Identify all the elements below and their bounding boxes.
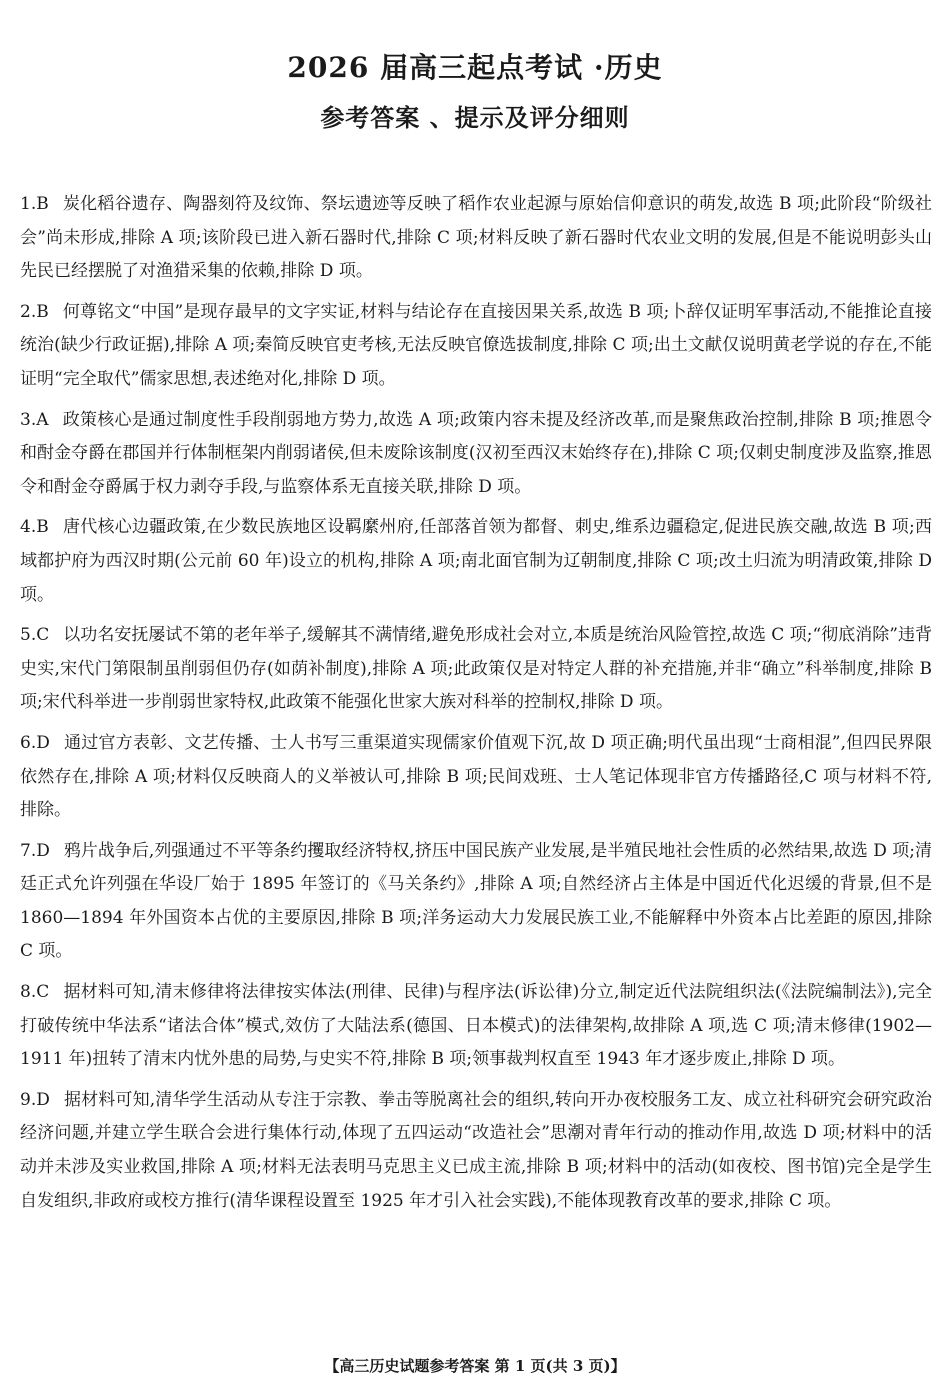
- answer-item-4: [20, 511, 932, 612]
- answer-explanation: 通过官方表彰、文艺传播、士人书写三重渠道实现儒家价值观下沉,故 D 项正确;明代虽出现“士商相混”,但四民界限依然存在,排除 A 项;材料仅反映商人的义举被认可,排除 B 项;民间戏班、士人笔记体现非官方传播路径,C 项与材料不符,排除。: [20, 732, 932, 821]
- answer-item-2: [20, 296, 932, 397]
- answer-explanation: 据材料可知,清华学生活动从专注于宗教、拳击等脱离社会的组织,转向开办夜校服务工友、成立社科研究会研究政治经济问题,并建立学生联合会进行集体行动,体现了五四运动“改造社会”思潮对青年行动的推动作用,故选 D 项;材料中的活动并未涉及实业救国,排除 A 项;材料无法表明马克思主义已成主流,排除 B 项;材料中的活动(如夜校、图书馆)完全是学生自发组织,非政府或校方推行(清华课程设置至 1925 年才引入社会实践),不能体现教育改革的要求,排除 C 项。: [20, 1089, 932, 1211]
- answer-number: 4.: [20, 517, 37, 538]
- answer-number: 3.: [20, 409, 37, 430]
- answer-choice: D: [36, 732, 50, 753]
- answer-number: 1.: [20, 194, 37, 214]
- answer-choice: B: [36, 517, 49, 538]
- answer-choice: D: [36, 840, 50, 861]
- answer-explanation: 何尊铭文“中国”是现存最早的文字实证,材料与结论存在直接因果关系,故选 B 项;卜辞仅证明军事活动,不能推论直接统治(缺少行政证据),排除 A 项;秦简反映官吏考核,无法反映官僚选拔制度,排除 C 项;出土文献仅说明黄老学说的存在,不能证明“完全取代”儒家思想,表述绝对化,排除 D 项。: [20, 301, 932, 389]
- answer-item-9: [20, 1084, 932, 1218]
- answer-choice: B: [36, 301, 49, 322]
- answer-explanation: 以功名安抚屡试不第的老年举子,缓解其不满情绪,避免形成社会对立,本质是统治风险管控,故选 C 项;“彻底消除”违背史实,宋代门第限制虽削弱但仍存(如荫补制度),排除 A 项;此政策仅是对特定人群的补充措施,并非“确立”科举制度,排除 B 项;宋代科举进一步削弱世家特权,此政策不能强化世家大族对科举的控制权,排除 D 项。: [20, 625, 932, 713]
- page-footer: 【高三历史试题参考答案 第 1 页(共 3 页)】: [324, 1357, 626, 1375]
- answer-number: 2.: [20, 301, 37, 322]
- answer-list: [20, 188, 932, 1218]
- answer-item-5: [20, 619, 932, 720]
- answer-number: 9.: [20, 1089, 37, 1110]
- answer-choice: A: [36, 409, 49, 430]
- answer-item-8: [20, 976, 932, 1077]
- answer-explanation: 炭化稻谷遗存、陶器刻符及纹饰、祭坛遗迹等反映了稻作农业起源与原始信仰意识的萌发,故选 B 项;此阶段“阶级社会”尚未形成,排除 A 项;该阶段已进入新石器时代,排除 C 项;材料反映了新石器时代农业文明的发展,但是不能说明彭头山先民已经摆脱了对渔猎采集的依赖,排除 D 项。: [20, 194, 932, 282]
- answer-choice: C: [36, 625, 50, 646]
- answer-item-3: [20, 404, 932, 505]
- answer-number: 5.: [20, 625, 37, 646]
- answer-number: 8.: [20, 982, 37, 1003]
- answer-choice: B: [36, 194, 49, 214]
- answer-explanation: 据材料可知,清末修律将法律按实体法(刑律、民律)与程序法(诉讼律)分立,制定近代法院组织法(《法院编制法》),完全打破传统中华法系“诸法合体”模式,效仿了大陆法系(德国、日本模式)的法律架构,故排除 A 项,选 C 项;清末修律(1902—1911 年)扭转了清末内忧外患的局势,与史实不符,排除 B 项;领事裁判权直至 1943 年才逐步废止,排除 D 项。: [20, 982, 932, 1070]
- answer-number: 7.: [20, 840, 37, 861]
- answer-explanation: 政策核心是通过制度性手段削弱地方势力,故选 A 项;政策内容未提及经济改革,而是聚焦政治控制,排除 B 项;推恩令和酎金夺爵在郡国并行体制框架内削弱诸侯,但未废除该制度(汉初至西汉末始终存在),排除 C 项;仅刺史制度涉及监察,推恩令和酎金夺爵属于权力剥夺手段,与监察体系无直接关联,排除 D 项。: [20, 409, 932, 497]
- document-title: 2026 届高三起点考试 ·历史: [287, 51, 663, 84]
- document-subtitle: 参考答案 、提示及评分细则: [320, 103, 630, 132]
- answer-choice: C: [36, 982, 50, 1003]
- answer-item-6: [20, 727, 932, 828]
- answer-explanation: 鸦片战争后,列强通过不平等条约攫取经济特权,挤压中国民族产业发展,是半殖民地社会性质的必然结果,故选 D 项;清廷正式允许列强在华设厂始于 1895 年签订的《马关条约》,排除 A 项;自然经济占主体是中国近代化迟缓的背景,但不是 1860—1894 年外国资本占优的主要原因,排除 B 项;洋务运动大力发展民族工业,不能解释中外资本占比差距的原因,排除 C 项。: [20, 840, 932, 962]
- answer-item-1: [20, 188, 932, 289]
- answer-item-7: [20, 835, 932, 969]
- answer-explanation: 唐代核心边疆政策,在少数民族地区设羁縻州府,任部落首领为都督、刺史,维系边疆稳定,促进民族交融,故选 B 项;西域都护府为西汉时期(公元前 60 年)设立的机构,排除 A 项;南北面官制为辽朝制度,排除 C 项;改土归流为明清政策,排除 D 项。: [20, 517, 932, 605]
- answer-number: 6.: [20, 732, 37, 753]
- answer-choice: D: [36, 1089, 50, 1110]
